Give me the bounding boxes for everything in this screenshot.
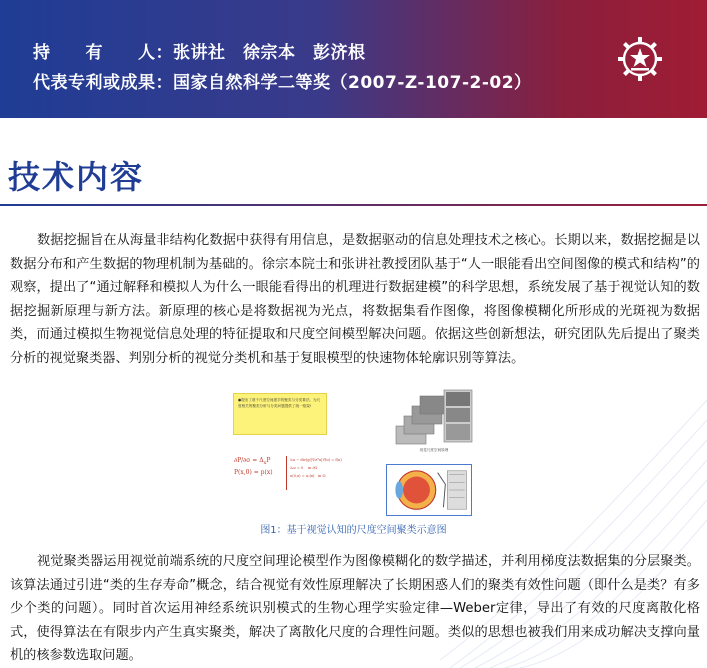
holders-names: 张讲社 徐宗本 彭济根 bbox=[173, 43, 366, 63]
holders-label: 持 有 人： bbox=[33, 43, 173, 63]
figure-caption: 图1：基于视觉认知的尺度空间聚类示意图 bbox=[260, 525, 447, 536]
pyramid-caption: 视觉尺度空间原理 bbox=[419, 448, 449, 452]
figure-clustering bbox=[230, 388, 475, 523]
paragraph-intro: 数据挖掘旨在从海量非结构化数据中获得有用信息，是数据驱动的信息处理技术之核心。长期以来，数据挖掘是以数据分布和产生数据的物理机制为基础的。徐宗本院士和张讲社教授团队基于“人一眼能看出空间图像的模式和结构”的观察，提出了“通过解释和模拟人为什么一眼能看得出的机理进行数据建模”的科学思想，系统发展了基于视觉认知的数据挖掘新原理与新方法。新原理的核心是将数据视为光点，将数据集看作图像，将图像模糊化所形成的光斑视为数据类，而通过模拟生物视觉信息处理的特征提取和尺度空间模型解决问题。依据这些创新想法，研究团队先后提出了聚类分析的视觉聚类器、判别分析的视觉分类机和基于复眼模型的快速物体轮廓识别等算法。 bbox=[10, 233, 700, 366]
eye-diagram-image bbox=[386, 464, 472, 516]
equation-heat: $\partial P/\partial\sigma = \Delta_xP$ P(x,0) = p(x) bbox=[234, 457, 273, 477]
title-divider bbox=[0, 204, 707, 206]
header-banner bbox=[0, 0, 707, 118]
achievement-value: 国家自然科学二等奖（2007-Z-107-2-02） bbox=[173, 73, 532, 93]
holders-line bbox=[33, 38, 366, 63]
section-title: 技术内容 bbox=[8, 158, 145, 196]
scale-space-pyramid-image bbox=[394, 388, 474, 446]
achievement-label: 代表专利或成果： bbox=[33, 73, 173, 93]
achievement-line bbox=[33, 68, 532, 93]
equation-system: ∂ₜu − div(g(|∇σ*u|)∇u) = f(u) ∂ₙu = 0 in ∂Ω u(0,x) = u₀(x) in Ω bbox=[286, 456, 360, 490]
paragraph-visual-clustering: 视觉聚类器运用视觉前端系统的尺度空间理论模型作为图像模糊化的数学描述，并利用梯度法数据集的分层聚类。该算法通过引进“类的生存寿命”概念，结合视觉有效性原理解决了长期困惑人们的聚类有效性问题（即什么是类？有多少个类的问题）。同时首次运用神经系统识别模式的生物心理学实验定律—Weber定律，导出了有效的尺度离散化格式，使得算法在有限步内产生真实聚类，解决了离散化尺度的合理性问题。类似的思想也被我们用来成功解决支撑向量机的核参数选取问题。 bbox=[10, 554, 700, 663]
figure-note: ●提出了基于尺度空间建手的聚类与分类算法。为尺度相关的聚类分析与分类问题提供了统一框架! bbox=[233, 393, 327, 435]
university-emblem-icon bbox=[616, 35, 664, 83]
